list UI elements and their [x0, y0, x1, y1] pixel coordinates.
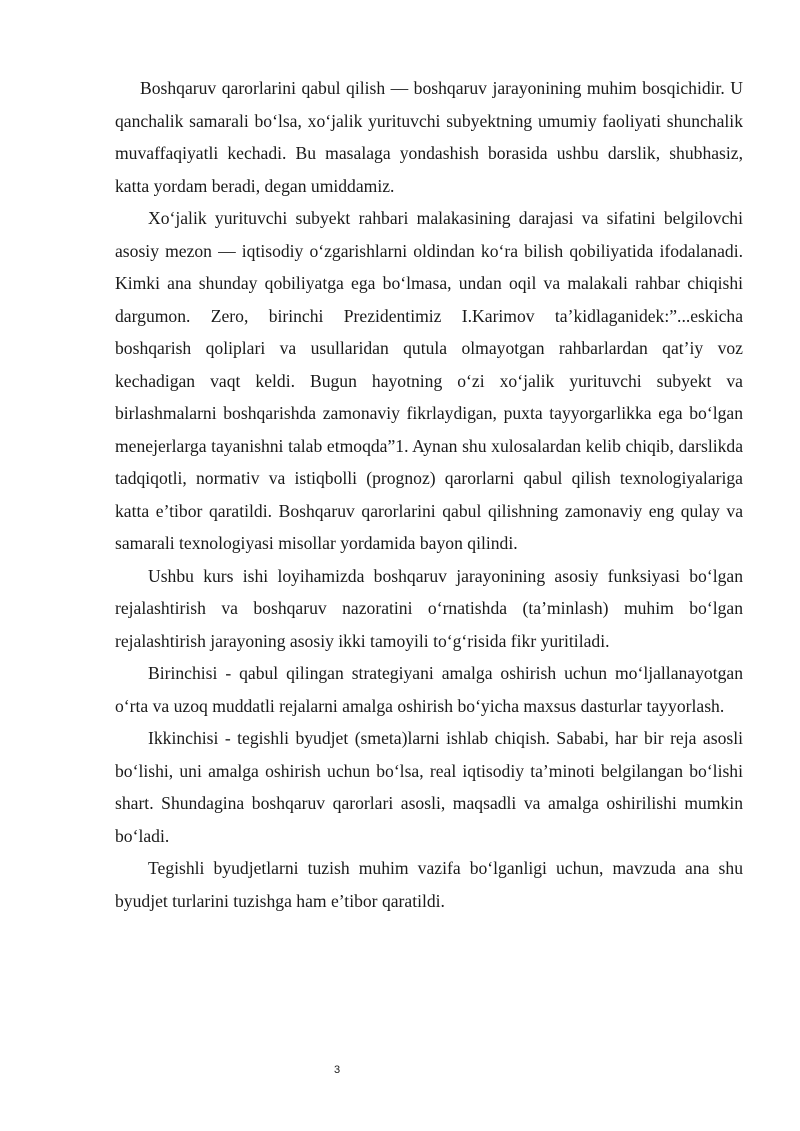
- paragraph-2: Xo‘jalik yurituvchi subyekt rahbari malakasining darajasi va sifatini belgilovchi asosiy mezon — iqtisodiy o‘zgarishlarni oldindan ko‘ra bilish qobiliyatida ifodalanadi. Kimki ana shunday qobiliyatga ega bo‘lmasa, undan oqil va malakali rahbar chiqishi dargumon. Zero, birinchi Prezidentimiz I.Karimov ta’kidlaganidek:”...eskicha boshqarish qoliplari va usullaridan qutula olmayotgan rahbarlardan qat’iy voz kechadigan vaqt keldi. Bugun hayotning o‘zi xo‘jalik yurituvchi subyekt va birlashmalarni boshqarishda zamonaviy fikrlaydigan, puxta tayyorgarlikka ega bo‘lgan menejerlarga tayanishni talab etmoqda”1. Aynan shu xulosalardan kelib chiqib, darslikda tadqiqotli, normativ va istiqbolli (prognoz) qarorlarni qabul qilish texnologiyalariga katta e’tibor qaratildi. Boshqaruv qarorlarini qabul qilishning zamonaviy eng qulay va samarali texnologiyasi misollar yordamida bayon qilindi.: [115, 208, 743, 553]
- paragraph-1: Boshqaruv qarorlarini qabul qilish — boshqaruv jarayonining muhim bosqichidir. U qanchalik samarali bo‘lsa, xo‘jalik yurituvchi subyektning umumiy faoliyati shunchalik muvaffaqiyatli kechadi. Bu masalaga yondashish borasida ushbu darslik, shubhasiz, katta yordam beradi, degan umiddamiz.: [115, 78, 743, 196]
- document-body: [115, 72, 743, 917]
- paragraph-6: Tegishli byudjetlarni tuzish muhim vazifa bo‘lganligi uchun, mavzuda ana shu byudjet turlarini tuzishga ham e’tibor qaratildi.: [115, 858, 743, 911]
- paragraph-4: Birinchisi - qabul qilingan strategiyani amalga oshirish uchun mo‘ljallanayotgan o‘rta va uzoq muddatli rejalarni amalga oshirish bo‘yicha maxsus dasturlar tayyorlash.: [115, 663, 743, 716]
- paragraph-5: Ikkinchisi - tegishli byudjet (smeta)larni ishlab chiqish. Sababi, har bir reja asosli bo‘lishi, uni amalga oshirish uchun bo‘lsa, real iqtisodiy ta’minoti belgilangan bo‘lishi shart. Shundagina boshqaruv qarorlari asosli, maqsadli va amalga oshirilishi mumkin bo‘ladi.: [115, 728, 743, 846]
- paragraph-3: Ushbu kurs ishi loyihamizda boshqaruv jarayonining asosiy funksiyasi bo‘lgan rejalashtirish va boshqaruv nazoratini o‘rnatishda (ta’minlash) muhim bo‘lgan rejalashtirish jarayoning asosiy ikki tamoyili to‘g‘risida fikr yuritiladi.: [115, 565, 743, 651]
- page-number: 3: [333, 1064, 341, 1076]
